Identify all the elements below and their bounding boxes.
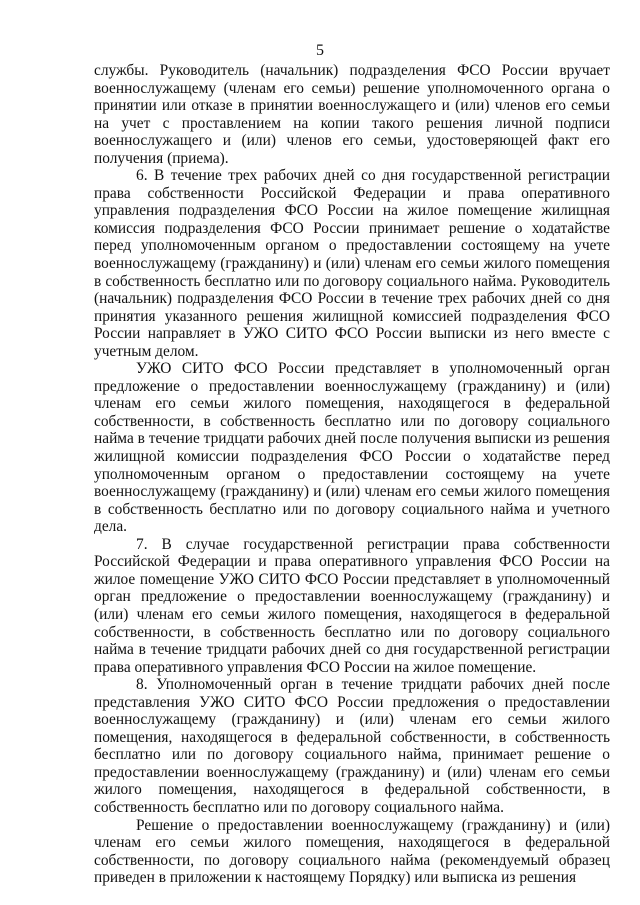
paragraph-uzho-proposal: УЖО СИТО ФСО России представляет в уполномоченный орган предложение о предоставлении военнослужащему (гражданину) и (или) членам его семьи жилого помещения, находящегося в федеральной собственности, в собственность бесплатно или по договору социального найма в течение тридцати рабочих дней после получения выписки из решения жилищной комиссии подразделения ФСО России о ходатайстве перед уполномоченным органом о предоставлении состоящему на учете военнослужащему (гражданину) и (или) членам его семьи жилого помещения в собственность бесплатно или по договору социального найма и учетного дела. (94, 360, 610, 536)
paragraph-item-6: 6. В течение трех рабочих дней со дня государственной регистрации права собственности Российской Федерации и права оперативного управления подразделения ФСО России на жилое помещение жилищная комиссия подразделения ФСО России принимает решение о ходатайстве перед уполномоченным органом о предоставлении состоящему на учете военнослужащему (гражданину) и (или) членам его семьи жилого помещения в собственность бесплатно или по договору социального найма. Руководитель (начальник) подразделения ФСО России в течение трех рабочих дней со дня принятия указанного решения жилищной комиссией подразделения ФСО России направляет в УЖО СИТО ФСО России выписки из него вместе с учетным делом. (94, 167, 610, 360)
paragraph-decision: Решение о предоставлении военнослужащему (гражданину) и (или) членам его семьи жилого помещения, находящегося в федеральной собственности, по договору социального найма (рекомендуемый образец приведен в приложении к настоящему Порядку) или выписка из решения (94, 816, 610, 887)
document-body (94, 62, 610, 887)
page-number: 5 (316, 42, 324, 59)
paragraph-continuation: службы. Руководитель (начальник) подразделения ФСО России вручает военнослужащему (членам его семьи) решение уполномоченного органа о принятии или отказе в принятии военнослужащего и (или) членов его семьи на учет с проставлением на копии такого решения личной подписи военнослужащего и (или) членов его семьи, удостоверяющей факт его получения (приема). (94, 62, 610, 167)
paragraph-item-7: 7. В случае государственной регистрации права собственности Российской Федерации и права оперативного управления ФСО России на жилое помещение УЖО СИТО ФСО России представляет в уполномоченный орган предложение о предоставлении военнослужащему (гражданину) и (или) членам его семьи жилого помещения, находящегося в федеральной собственности, в собственность бесплатно или по договору социального найма в течение тридцати рабочих дней со дня государственной регистрации права оперативного управления ФСО России на жилое помещение. (94, 535, 610, 676)
paragraph-item-8: 8. Уполномоченный орган в течение тридцати рабочих дней после представления УЖО СИТО ФСО России предложения о предоставлении военнослужащему (гражданину) и (или) членам его семьи жилого помещения, находящегося в федеральной собственности, в собственность бесплатно или по договору социального найма, принимает решение о предоставлении военнослужащему (гражданину) и (или) членам его семьи жилого помещения, находящегося в федеральной собственности, в собственность бесплатно или по договору социального найма. (94, 676, 610, 816)
